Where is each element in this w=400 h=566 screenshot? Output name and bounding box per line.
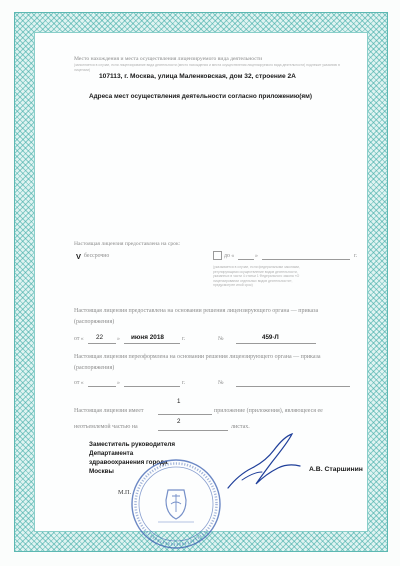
basis-quote: » — [117, 336, 120, 342]
sheet-count-line — [158, 430, 228, 431]
basis-month: июня 2018 — [131, 334, 164, 341]
reissue-from: от « — [74, 380, 84, 386]
basis-number: 459-Л — [262, 334, 279, 341]
annex-count: 1 — [177, 398, 181, 405]
until-prefix: до « — [224, 253, 235, 259]
basis-number-line — [236, 343, 316, 344]
reissue-month-line — [124, 386, 180, 387]
term-note: (указывается в случае, если федеральными законами, регулирующими осуществление видов деятельности, указанных в части 4 статьи 1 Федерального закона «О лицензировании отдельных видов деятельности», предусмотрен иной срок) — [213, 265, 300, 288]
reissue-number-label: № — [218, 380, 224, 386]
signatory-position-4: Москвы — [89, 468, 114, 475]
stamp-mark: М.П. — [118, 489, 132, 496]
sheets-word: листах. — [231, 424, 250, 430]
annex-text-line2: неотъемлемой частью на — [74, 424, 138, 430]
until-day-line — [238, 259, 254, 260]
basis-from: от « — [74, 336, 84, 342]
basis-day-line — [88, 343, 116, 344]
until-year-suffix: г. — [354, 253, 358, 259]
annex-text-before: Настоящая лицензия имеет — [74, 408, 144, 414]
reissue-day-line — [88, 386, 116, 387]
annex-text-after: приложение (приложения), являющееся ее — [214, 408, 323, 414]
until-quote: » — [255, 253, 258, 259]
reissue-text: Настоящая лицензия переоформлена на основании решения лицензирующего органа — приказа (распоряжения) — [74, 354, 321, 371]
activity-places-text: Адреса мест осуществления деятельности согласно приложению(ям) — [89, 93, 312, 100]
basis-year-suffix: г. — [182, 336, 186, 342]
reissue-number-line — [236, 386, 350, 387]
signatory-name: А.В. Старшинин — [309, 466, 363, 473]
signatory-position-3: здравоохранения города — [89, 459, 168, 466]
annex-count-line — [158, 414, 212, 415]
term-label: Настоящая лицензия предоставлена на срок: — [74, 241, 181, 247]
address-text: 107113, г. Москва, улица Маленковская, дом 32, строение 2А — [99, 73, 296, 80]
until-checkbox — [213, 251, 222, 260]
signatory-position-1: Заместитель руководителя — [89, 441, 176, 448]
signature — [222, 432, 304, 492]
basis-month-line — [124, 343, 180, 344]
basis-number-label: № — [218, 336, 224, 342]
location-note: (заполняется в случае, если лицензирование вида деятельности (место нахождения и места осуществления лицензируемого вида деятельности) подлежит указанию в лицензии) — [74, 63, 340, 72]
reissue-quote: » — [117, 380, 120, 386]
basis-text: Настоящая лицензия предоставлена на основании решения лицензирующего органа — приказа (распоряжения) — [74, 308, 319, 325]
unlimited-term: бессрочно — [84, 253, 110, 259]
until-month-line — [262, 259, 350, 260]
location-heading: Место нахождения и места осуществления лицензируемого вида деятельности — [74, 56, 263, 62]
official-stamp — [128, 456, 224, 552]
sheet-count: 2 — [177, 418, 181, 425]
checkmark: V — [76, 252, 82, 261]
basis-day: 22 — [96, 334, 104, 341]
signatory-position-2: Департамента — [89, 450, 134, 457]
reissue-year-suffix: г. — [182, 380, 186, 386]
